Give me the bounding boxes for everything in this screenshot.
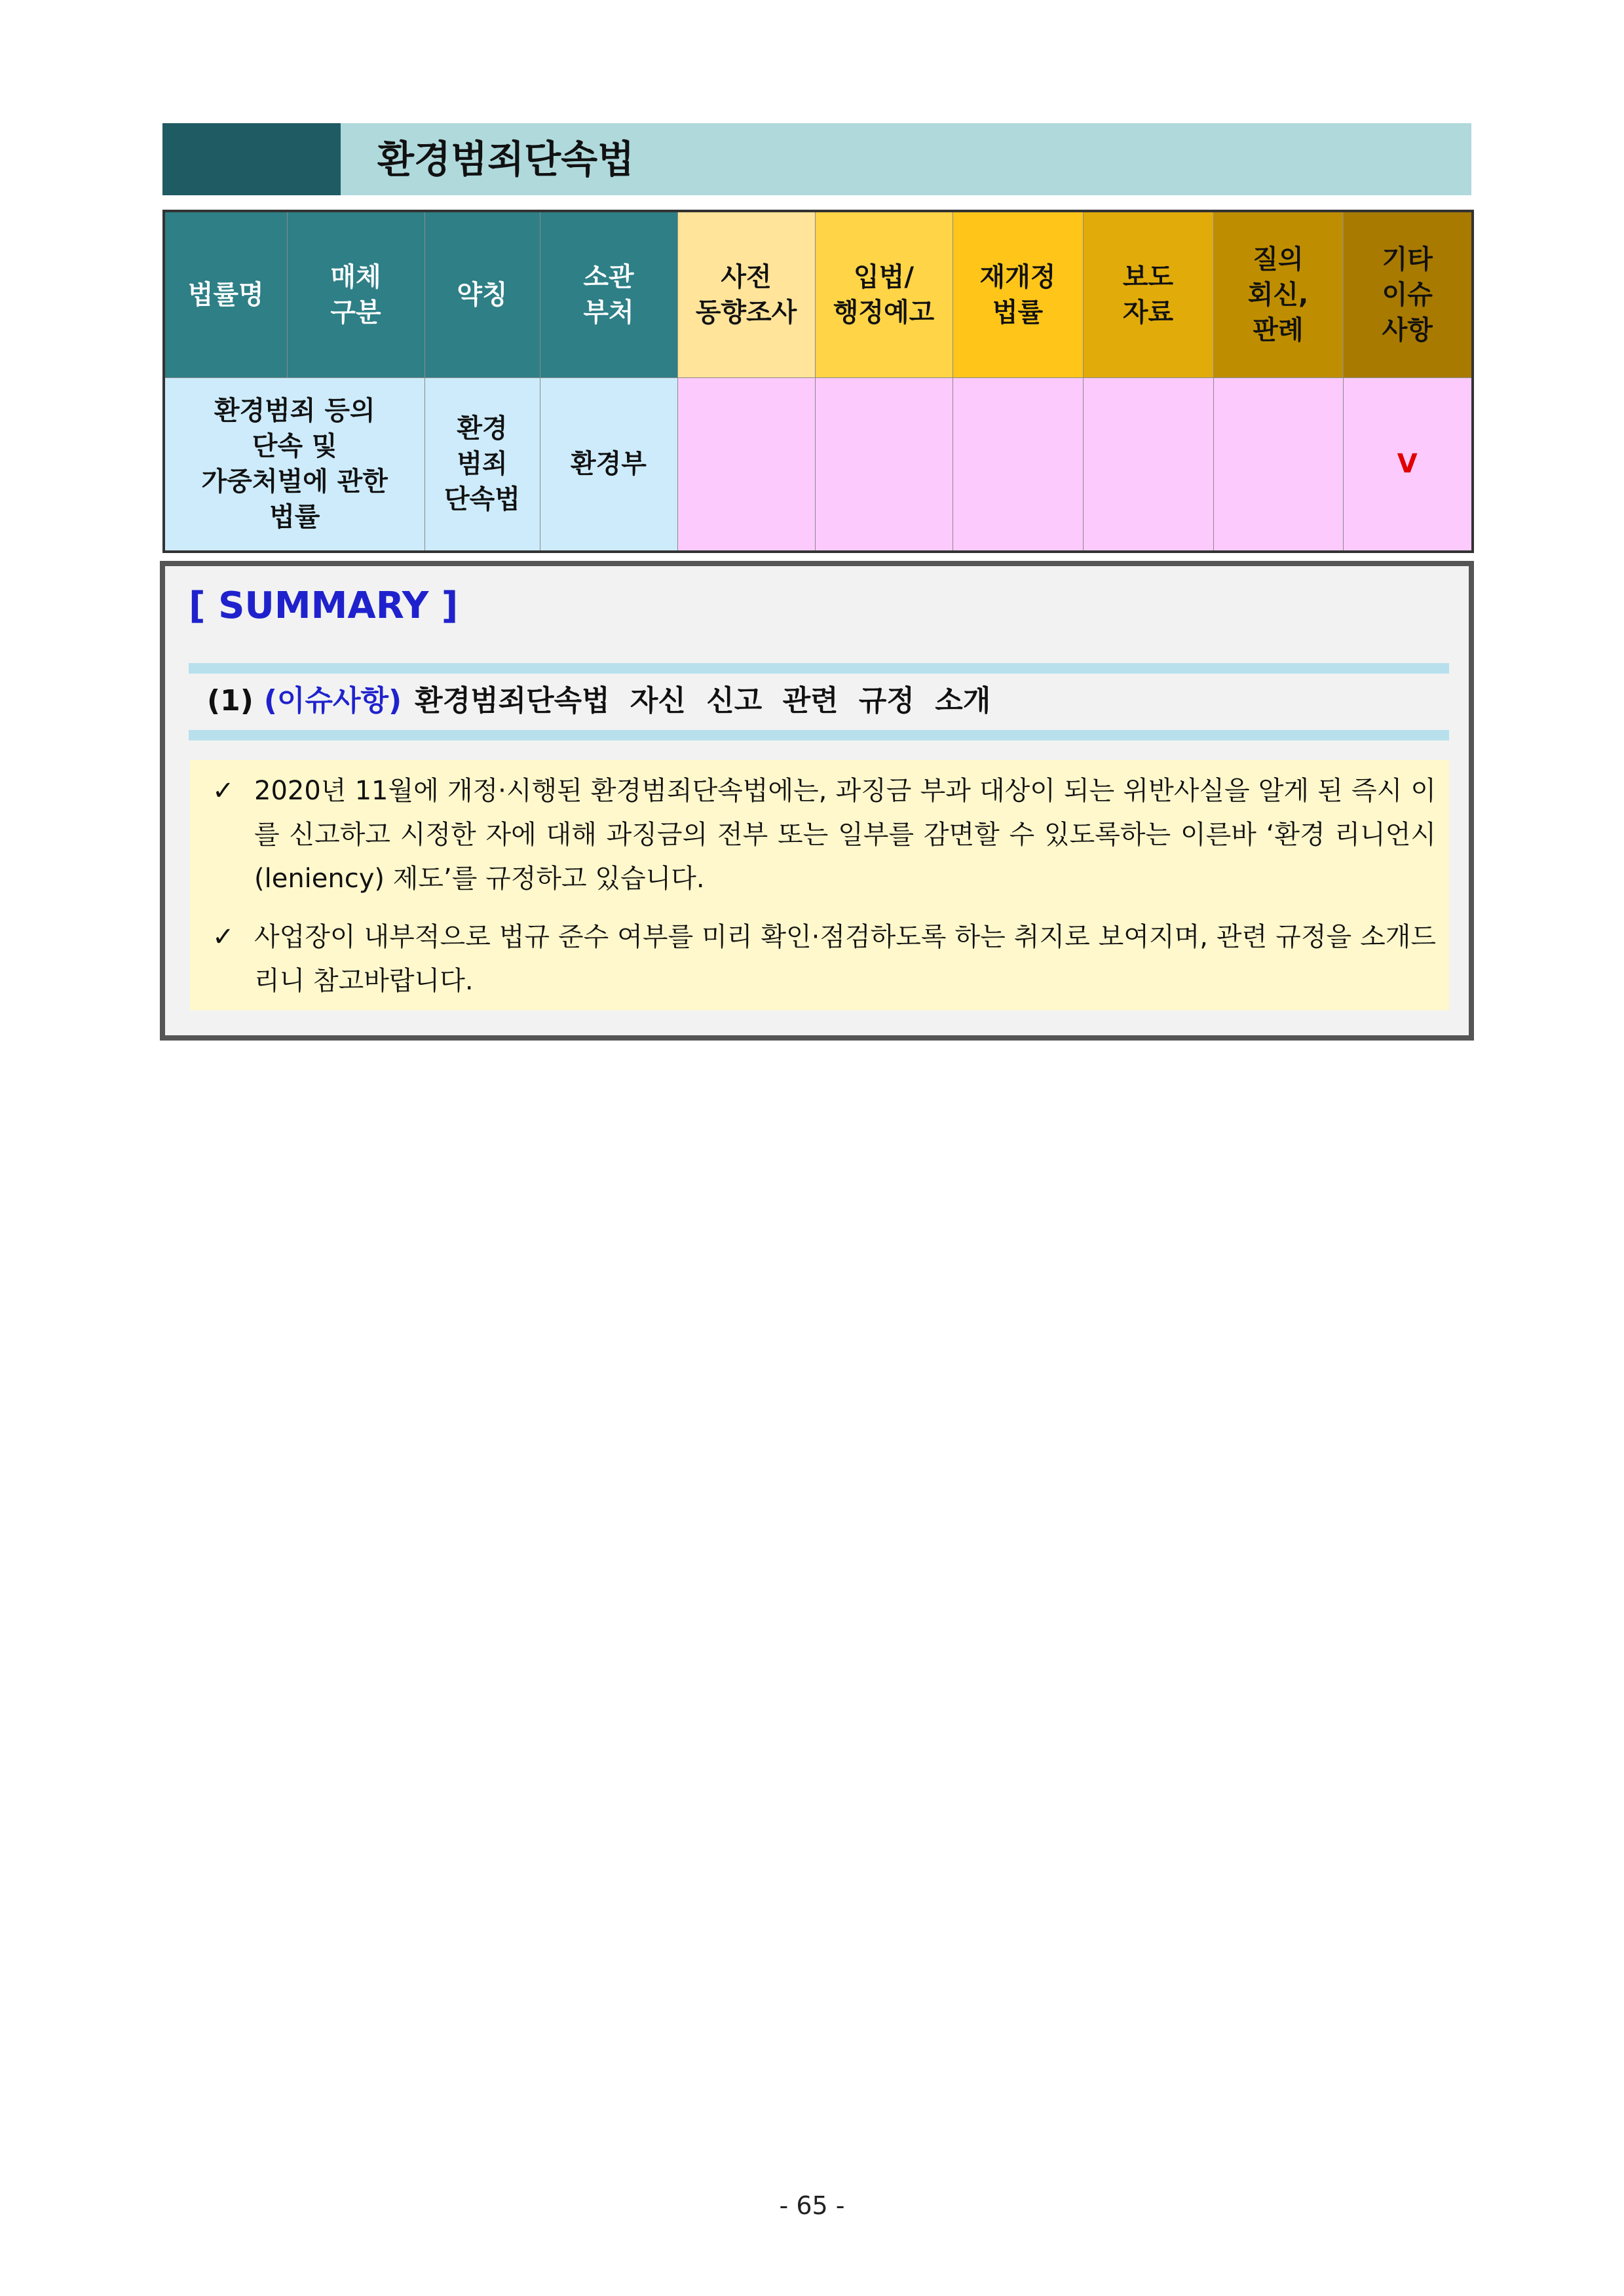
issue-tag: (이슈사항) <box>263 684 402 718</box>
divider-top <box>189 663 1449 674</box>
cell-flag-legislative-notice <box>815 377 953 552</box>
header-inquiry-response: 질의 회신, 판례 <box>1213 211 1343 377</box>
bullet-text: 사업장이 내부적으로 법규 준수 여부를 미리 확인·점검하도록 하는 취지로 보여지며, 관련 규정을 소개드리니 참고바랍니다. <box>254 922 1436 996</box>
issue-number: (1) <box>207 684 254 718</box>
title-accent-block <box>162 123 341 195</box>
summary-box <box>160 561 1474 1041</box>
header-media-type: 매체 구분 <box>287 211 425 377</box>
title-bar <box>162 123 1471 195</box>
cell-flag-pre-survey <box>677 377 815 552</box>
issue-title: 환경범죄단속법 자신 신고 관련 규정 소개 <box>415 684 991 718</box>
header-law-name: 법률명 <box>164 211 287 377</box>
page-title: 환경범죄단속법 <box>377 137 635 182</box>
header-press-release: 보도 자료 <box>1083 211 1213 377</box>
summary-heading: [ SUMMARY ] <box>189 584 459 627</box>
cell-law-name: 환경범죄 등의 단속 및 가중처벌에 관한 법률 <box>164 377 425 552</box>
divider-bottom <box>189 730 1449 740</box>
header-ministry: 소관 부처 <box>540 211 677 377</box>
header-amended-law: 재개정 법률 <box>953 211 1083 377</box>
summary-bullets <box>190 760 1449 1010</box>
bullet-item <box>212 915 1436 1003</box>
check-icon: ✓ <box>212 922 235 952</box>
bullet-item <box>212 769 1436 901</box>
header-other-issues: 기타 이슈 사항 <box>1343 211 1473 377</box>
header-pre-survey: 사전 동향조사 <box>677 211 815 377</box>
cell-short-name: 환경 범죄 단속법 <box>425 377 540 552</box>
header-legislative-notice: 입법/ 행정예고 <box>815 211 953 377</box>
cell-flag-inquiry-response <box>1213 377 1343 552</box>
issue-heading <box>207 679 991 723</box>
law-status-table <box>162 210 1474 553</box>
page-number: - 65 - <box>779 2191 845 2220</box>
cell-flag-other-issues: V <box>1343 377 1473 552</box>
check-icon: ✓ <box>212 776 235 806</box>
cell-flag-press-release <box>1083 377 1213 552</box>
bullet-text: 2020년 11월에 개정·시행된 환경범죄단속법에는, 과징금 부과 대상이 되는 위반사실을 알게 된 즉시 이를 신고하고 시정한 자에 대해 과징금의 전부 또는 일부를 감면할 수 있도록하는 이른바 ‘환경 리니언시(leniency) 제도’를 규정하고 있습니다. <box>254 776 1436 894</box>
cell-flag-amended-law <box>953 377 1083 552</box>
header-short-name: 약칭 <box>425 211 540 377</box>
cell-ministry: 환경부 <box>540 377 677 552</box>
